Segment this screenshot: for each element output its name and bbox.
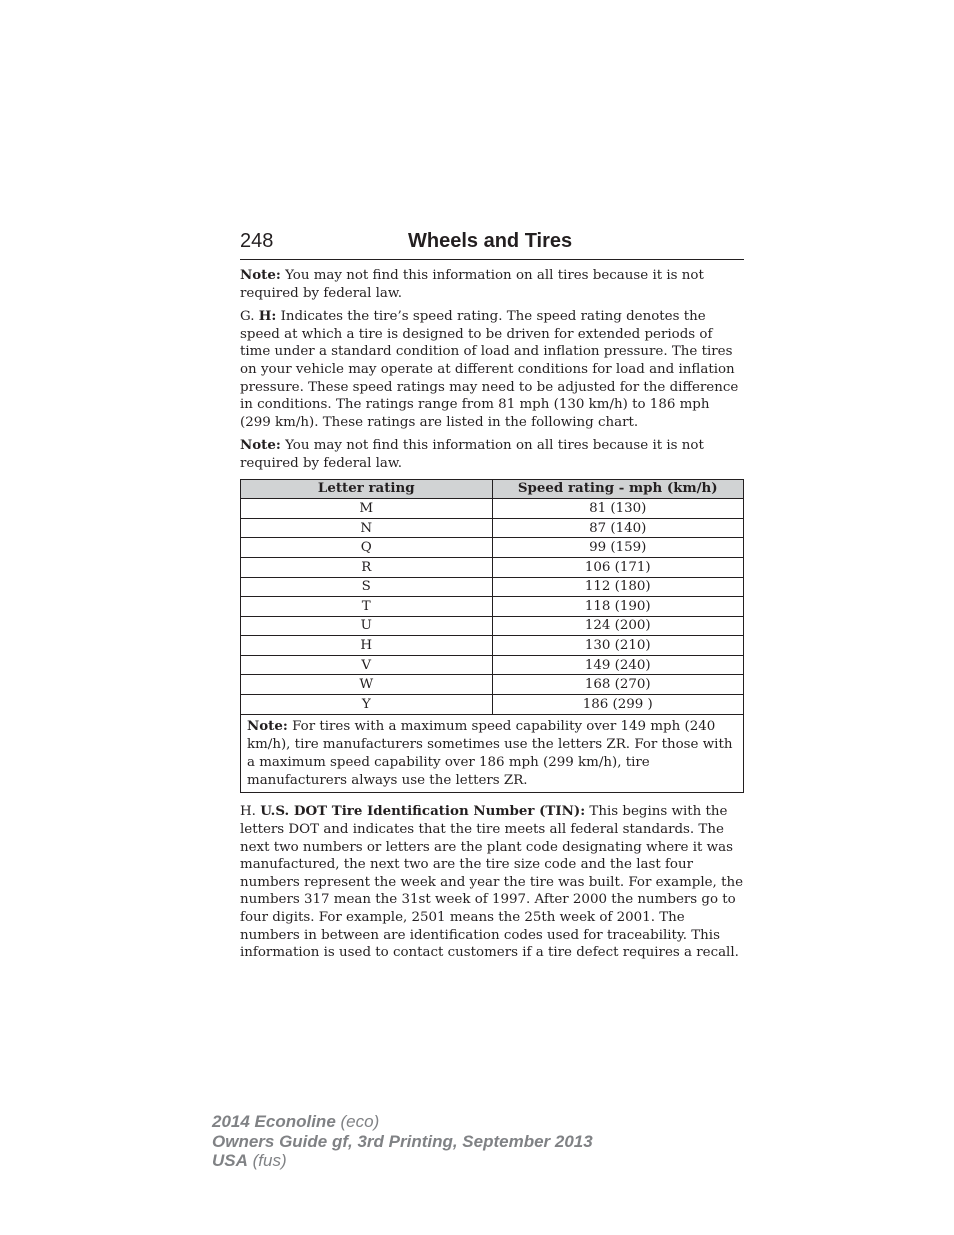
letter-cell: S <box>241 577 493 597</box>
item-prefix: H. <box>240 804 261 820</box>
table-row <box>241 597 744 617</box>
letter-cell: T <box>241 597 493 617</box>
note-label: Note: <box>240 267 281 283</box>
speed-cell: 118 (190) <box>492 597 744 617</box>
page-content <box>240 267 744 968</box>
letter-cell: W <box>241 675 493 695</box>
letter-cell: M <box>241 499 493 519</box>
letter-cell: R <box>241 557 493 577</box>
table-row <box>241 538 744 558</box>
speed-rating-table <box>240 479 744 794</box>
footer-line <box>212 1151 593 1171</box>
speed-cell: 186 (299 ) <box>492 695 744 715</box>
letter-cell: U <box>241 616 493 636</box>
table-row <box>241 616 744 636</box>
speed-cell: 168 (270) <box>492 675 744 695</box>
item-label: H: <box>258 308 277 325</box>
speed-cell: 124 (200) <box>492 616 744 636</box>
note-text: For tires with a maximum speed capability over 149 mph (240 km/h), tire manufacturers sometimes use the letters ZR. For those with a maximum speed capability over 186 mph (299 km/h), tire manufacturers always use the letters ZR. <box>247 718 733 789</box>
table-row <box>241 675 744 695</box>
note-text: You may not find this information on all tires because it is not required by federal law. <box>240 268 704 301</box>
speed-cell: 87 (140) <box>492 518 744 538</box>
footer-code: (eco) <box>335 1112 380 1131</box>
table-header-row <box>241 479 744 499</box>
note-label: Note: <box>247 717 288 734</box>
speed-cell: 149 (240) <box>492 655 744 675</box>
footer-model: 2014 Econoline <box>212 1112 336 1131</box>
footer-edition: Owners Guide gf, 3rd Printing, September 2013 <box>212 1131 593 1151</box>
table-row <box>241 636 744 656</box>
footer-line <box>212 1112 593 1132</box>
speed-cell: 130 (210) <box>492 636 744 656</box>
footer-code: (fus) <box>247 1151 287 1170</box>
column-header: Speed rating - mph (km/h) <box>492 479 744 499</box>
speed-rating-paragraph <box>240 308 744 431</box>
page-footer <box>212 1112 593 1171</box>
item-text: This begins with the letters DOT and indicates that the tire meets all federal standards. The next two numbers or letters are the plant code designating where it was manufactured, the next two are the tire size code and the last four numbers represent the week and year the tire was built. For example, the numbers 317 mean the 31st week of 1997. After 2000 the numbers go to four digits. For example, 2501 means the 25th week of 2001. The numbers in between are identification codes used for traceability. This information is used to contact customers if a tire defect requires a recall. <box>240 804 744 961</box>
table-note <box>241 714 744 793</box>
letter-cell: V <box>241 655 493 675</box>
table-row <box>241 655 744 675</box>
speed-cell: 81 (130) <box>492 499 744 519</box>
table-note-row <box>241 714 744 793</box>
table-row <box>241 499 744 519</box>
table-row <box>241 577 744 597</box>
speed-cell: 99 (159) <box>492 538 744 558</box>
note-text: You may not find this information on all tires because it is not required by federal law. <box>240 438 704 471</box>
footer-region: USA <box>212 1151 248 1170</box>
page-title: Wheels and Tires <box>408 230 573 252</box>
page-header <box>240 229 744 260</box>
speed-cell: 106 (171) <box>492 557 744 577</box>
letter-cell: N <box>241 518 493 538</box>
note-label: Note: <box>240 437 281 454</box>
item-prefix: G. <box>240 309 259 325</box>
table-row <box>241 557 744 577</box>
letter-cell: Y <box>241 695 493 715</box>
note-paragraph <box>240 267 744 302</box>
table-row <box>241 695 744 715</box>
letter-cell: Q <box>241 538 493 558</box>
speed-cell: 112 (180) <box>492 577 744 597</box>
item-text: Indicates the tire’s speed rating. The speed rating denotes the speed at which a tire is designed to be driven for extended periods of time under a standard condition of load and inflation pressure. The tires on your vehicle may operate at different conditions for load and inflation pressure. These speed ratings may need to be adjusted for the difference in conditions. The ratings range from 81 mph (130 km/h) to 186 mph (299 km/h). These ratings are listed in the following chart. <box>240 309 739 430</box>
letter-cell: H <box>241 636 493 656</box>
item-label: U.S. DOT Tire Identification Number (TIN): <box>260 803 586 820</box>
column-header: Letter rating <box>241 479 493 499</box>
page-number: 248 <box>240 230 274 252</box>
table-row <box>241 518 744 538</box>
tin-paragraph <box>240 803 744 961</box>
note-paragraph <box>240 437 744 472</box>
footer-line <box>212 1132 593 1152</box>
